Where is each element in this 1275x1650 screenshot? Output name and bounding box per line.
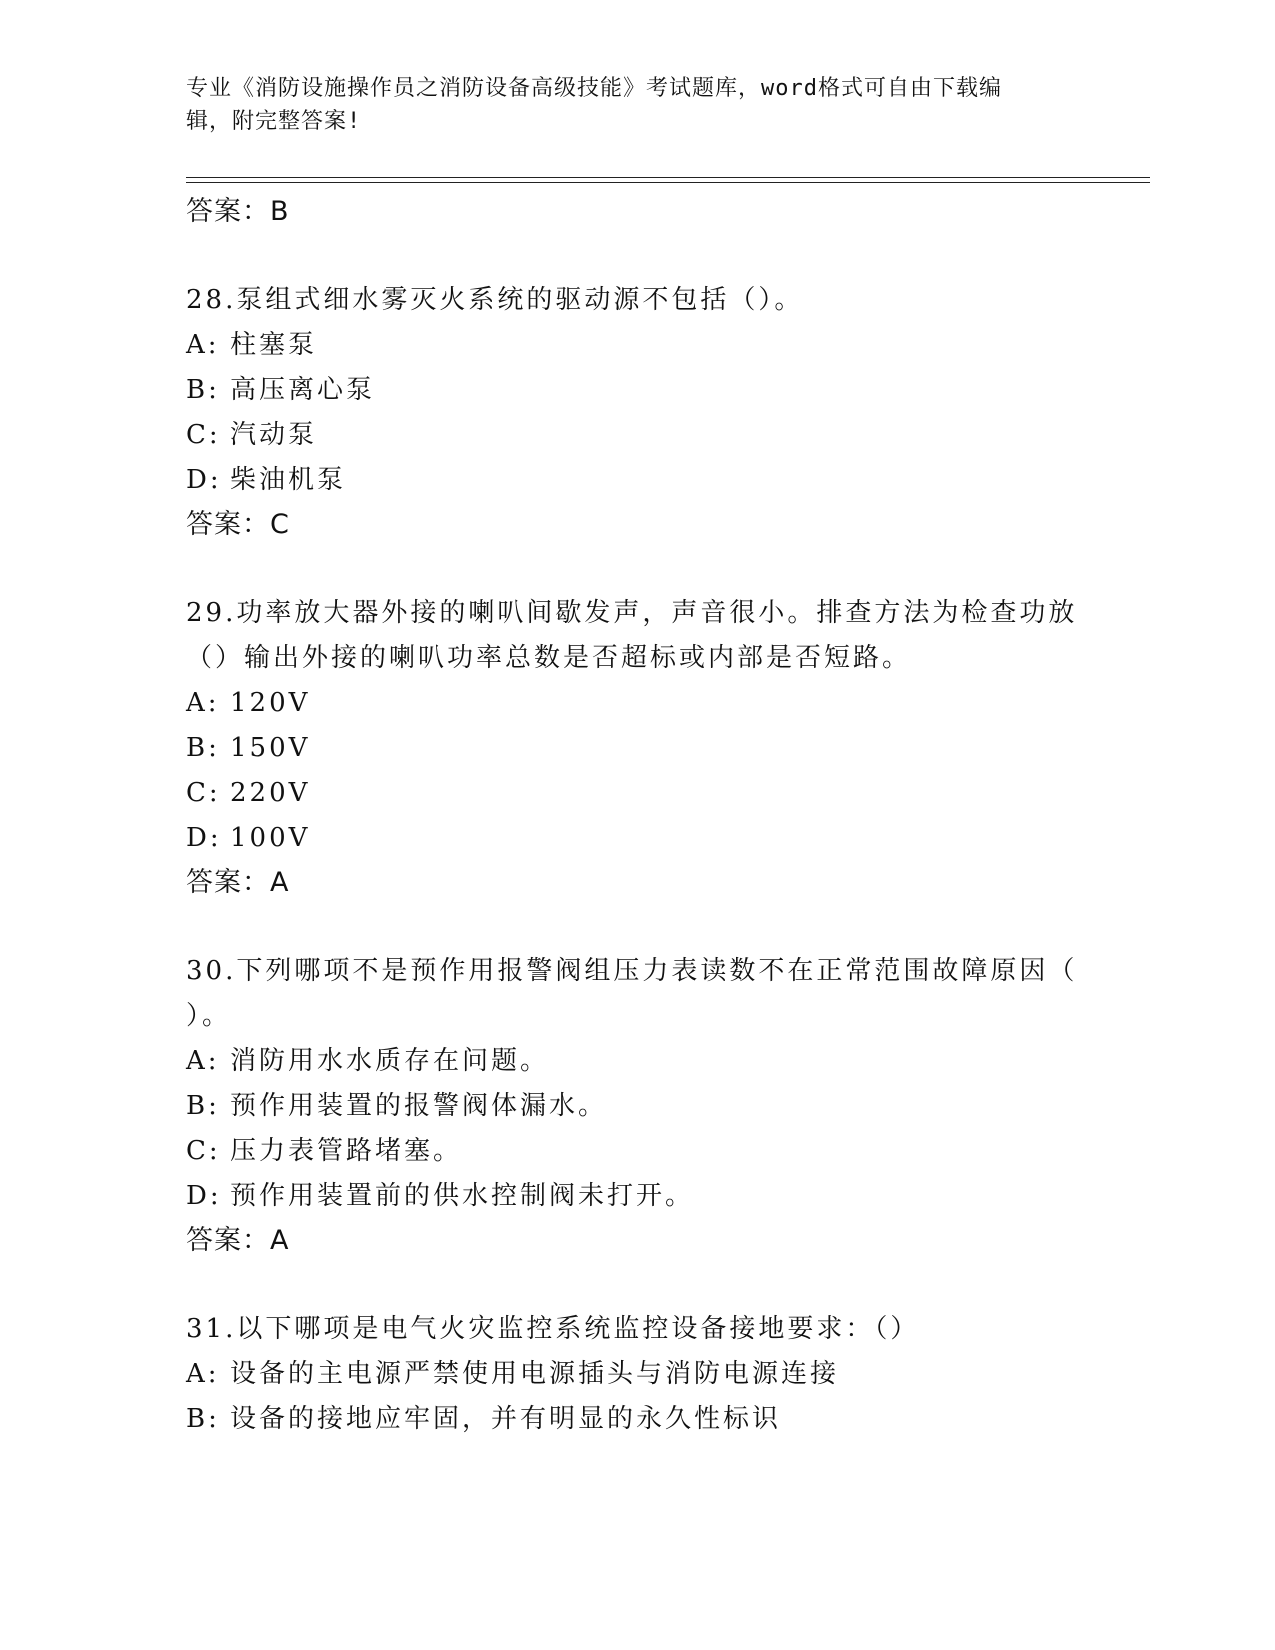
option-d bbox=[186, 458, 1086, 503]
option-text: 150V bbox=[230, 733, 311, 763]
question-text-line-1: 30.下列哪项不是预作用报警阀组压力表读数不在正常范围故障原因（ bbox=[186, 956, 1078, 986]
header-rule-top bbox=[186, 177, 1150, 178]
question-text: 31.以下哪项是电气火灾监控系统监控设备接地要求：（） bbox=[186, 1314, 920, 1344]
option-text: 设备的主电源严禁使用电源插头与消防电源连接 bbox=[230, 1359, 840, 1389]
header-line-1: 专业《消防设施操作员之消防设备高级技能》考试题库，word格式可自由下载编 bbox=[186, 76, 1002, 101]
option-letter: D: bbox=[186, 465, 222, 495]
question-text-line-2: （）输出外接的喇叭功率总数是否超标或内部是否短路。 bbox=[186, 643, 912, 673]
answer: 答案：C bbox=[186, 509, 290, 540]
document-header bbox=[186, 72, 1066, 138]
option-text: 消防用水水质存在问题。 bbox=[230, 1046, 550, 1076]
option-text: 高压离心泵 bbox=[230, 375, 376, 405]
option-b bbox=[186, 726, 1086, 771]
option-d bbox=[186, 816, 1086, 861]
option-text: 设备的接地应牢固，并有明显的永久性标识 bbox=[230, 1404, 782, 1434]
option-letter: D: bbox=[186, 823, 222, 853]
option-letter: A: bbox=[186, 1359, 220, 1389]
option-b bbox=[186, 368, 1086, 413]
option-text: 100V bbox=[230, 823, 311, 853]
option-text: 220V bbox=[230, 778, 311, 808]
option-text: 柱塞泵 bbox=[230, 330, 318, 360]
option-letter: B: bbox=[186, 1404, 220, 1434]
question-text-line-1: 29.功率放大器外接的喇叭间歇发声，声音很小。排查方法为检查功放 bbox=[186, 598, 1078, 628]
option-letter: D: bbox=[186, 1181, 222, 1211]
previous-answer: 答案：B bbox=[186, 196, 290, 227]
option-text: 预作用装置的报警阀体漏水。 bbox=[230, 1091, 608, 1121]
option-c bbox=[186, 771, 1086, 816]
option-letter: A: bbox=[186, 330, 220, 360]
question-29 bbox=[186, 591, 1086, 905]
option-letter: A: bbox=[186, 688, 220, 718]
option-c bbox=[186, 1129, 1086, 1174]
answer: 答案：A bbox=[186, 867, 290, 898]
option-a bbox=[186, 323, 1086, 368]
option-letter: B: bbox=[186, 733, 220, 763]
question-text: 28.泵组式细水雾灭火系统的驱动源不包括（）。 bbox=[186, 285, 804, 315]
option-a bbox=[186, 1352, 1086, 1397]
header-rule-bottom bbox=[186, 182, 1150, 183]
answer: 答案：A bbox=[186, 1225, 290, 1256]
option-d bbox=[186, 1174, 1086, 1219]
option-c bbox=[186, 413, 1086, 458]
option-letter: A: bbox=[186, 1046, 220, 1076]
question-list bbox=[186, 190, 1086, 1442]
option-letter: C: bbox=[186, 1136, 221, 1166]
header-line-2: 辑，附完整答案! bbox=[186, 109, 362, 134]
option-b bbox=[186, 1397, 1086, 1442]
question-text-line-2: ）。 bbox=[186, 1001, 232, 1031]
option-text: 120V bbox=[230, 688, 311, 718]
option-a bbox=[186, 1039, 1086, 1084]
option-letter: B: bbox=[186, 1091, 220, 1121]
question-31 bbox=[186, 1307, 1086, 1442]
option-letter: C: bbox=[186, 420, 221, 450]
option-b bbox=[186, 1084, 1086, 1129]
option-letter: B: bbox=[186, 375, 220, 405]
option-letter: C: bbox=[186, 778, 221, 808]
question-30 bbox=[186, 949, 1086, 1263]
option-text: 预作用装置前的供水控制阀未打开。 bbox=[230, 1181, 695, 1211]
option-text: 柴油机泵 bbox=[230, 465, 347, 495]
option-text: 压力表管路堵塞。 bbox=[230, 1136, 463, 1166]
option-a bbox=[186, 681, 1086, 726]
option-text: 汽动泵 bbox=[230, 420, 318, 450]
question-28 bbox=[186, 278, 1086, 547]
